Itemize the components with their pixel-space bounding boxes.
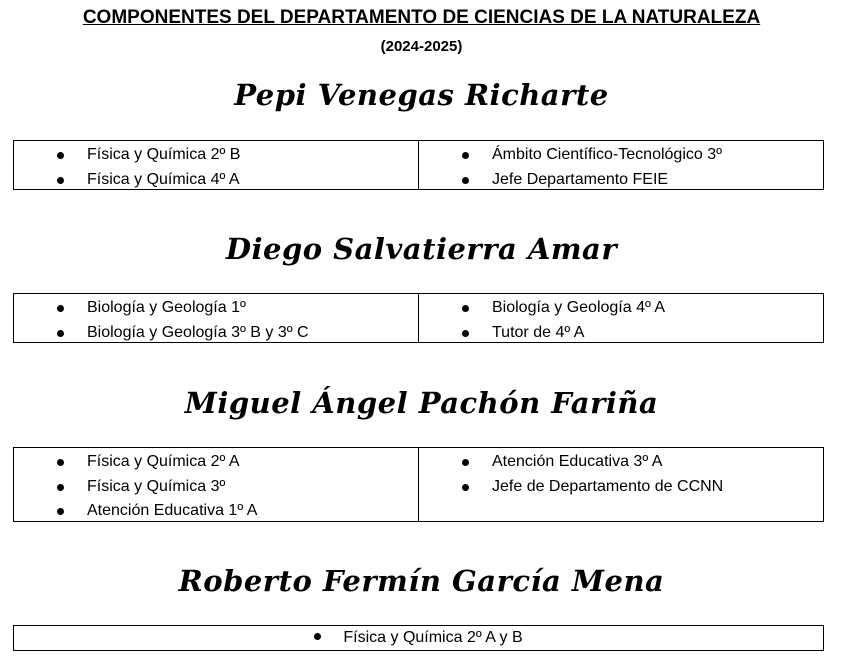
bullet-icon bbox=[462, 330, 469, 337]
list-item-text: Física y Química 4º A bbox=[87, 170, 240, 188]
page-title: COMPONENTES DEL DEPARTAMENTO DE CIENCIAS DE LA NATURALEZA bbox=[82, 7, 761, 28]
list-item-text: Física y Química 2º A bbox=[87, 453, 240, 470]
list-item bbox=[419, 143, 823, 168]
bullet-icon bbox=[57, 459, 64, 466]
list-item-text: Física y Química 2º B bbox=[87, 146, 241, 163]
list-item bbox=[419, 450, 823, 475]
assignment-table bbox=[13, 293, 824, 343]
bullet-icon bbox=[462, 152, 469, 159]
assignment-column-left bbox=[14, 448, 419, 521]
list-item-text: Biología y Geología 4º A bbox=[492, 299, 666, 316]
list-item bbox=[14, 450, 418, 475]
list-item-text: Jefe Departamento FEIE bbox=[492, 170, 669, 188]
list-item bbox=[14, 143, 418, 168]
list-item-text: Tutor de 4º A bbox=[492, 323, 585, 341]
assignment-table bbox=[13, 447, 824, 522]
bullet-icon bbox=[462, 177, 469, 184]
bullet-icon bbox=[462, 459, 469, 466]
assignment-table bbox=[13, 140, 824, 190]
member-name: Pepi Venegas Richarte bbox=[234, 78, 609, 112]
assignment-table bbox=[13, 625, 824, 651]
assignment-column-right bbox=[419, 141, 823, 189]
list-item-text: Física y Química 2º A y B bbox=[343, 629, 523, 646]
list-item bbox=[419, 321, 823, 346]
member-name: Roberto Fermín García Mena bbox=[178, 564, 665, 598]
list-item-text: Ámbito Científico-Tecnológico 3º bbox=[492, 146, 722, 163]
member-name: Diego Salvatierra Amar bbox=[225, 232, 618, 266]
assignment-column-left bbox=[14, 294, 419, 342]
list-item bbox=[14, 296, 418, 321]
list-item-text: Jefe de Departamento de CCNN bbox=[492, 477, 724, 495]
bullet-icon bbox=[57, 508, 64, 515]
list-item bbox=[14, 499, 418, 524]
list-item bbox=[419, 168, 823, 193]
assignment-column-full bbox=[14, 626, 823, 650]
bullet-icon bbox=[57, 152, 64, 159]
list-item bbox=[419, 296, 823, 321]
bullet-icon bbox=[57, 484, 64, 491]
assignment-column-left bbox=[14, 141, 419, 189]
assignment-column-right bbox=[419, 294, 823, 342]
list-item-text: Atención Educativa 1º A bbox=[87, 502, 258, 519]
bullet-icon bbox=[462, 484, 469, 491]
bullet-icon bbox=[462, 305, 469, 312]
list-item bbox=[314, 626, 522, 651]
list-item bbox=[419, 475, 823, 500]
bullet-icon bbox=[314, 633, 321, 640]
list-item bbox=[14, 475, 418, 500]
list-item-text: Atención Educativa 3º A bbox=[492, 453, 663, 470]
assignment-column-right bbox=[419, 448, 823, 521]
bullet-icon bbox=[57, 305, 64, 312]
list-item bbox=[14, 321, 418, 346]
member-name: Miguel Ángel Pachón Fariña bbox=[184, 386, 659, 420]
bullet-icon bbox=[57, 177, 64, 184]
bullet-icon bbox=[57, 330, 64, 337]
list-item-text: Biología y Geología 1º bbox=[87, 299, 246, 316]
page-subtitle: (2024-2025) bbox=[380, 38, 463, 55]
list-item-text: Biología y Geología 3º B y 3º C bbox=[87, 323, 309, 341]
list-item-text: Física y Química 3º bbox=[87, 477, 226, 495]
list-item bbox=[14, 168, 418, 193]
